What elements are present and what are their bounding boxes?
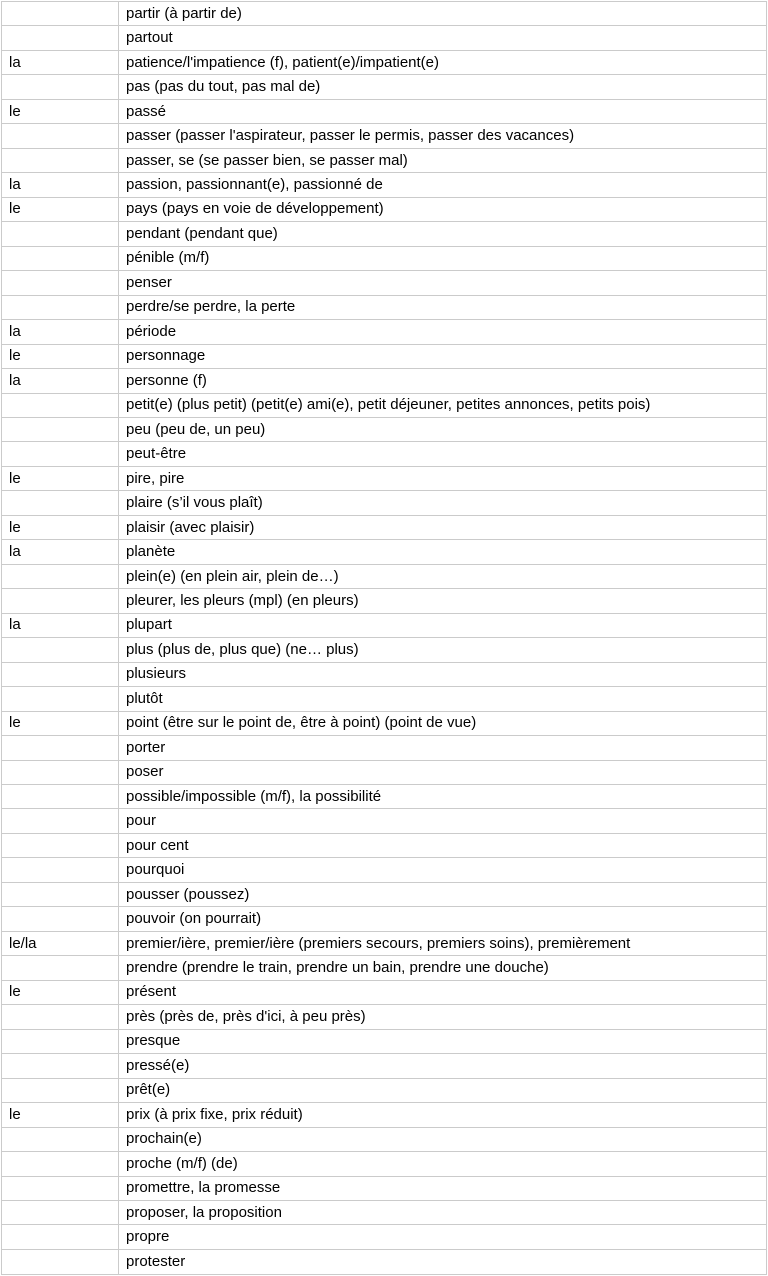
article-cell: la (2, 369, 119, 393)
term-cell: passer (passer l'aspirateur, passer le permis, passer des vacances) (119, 124, 767, 148)
article-cell: le (2, 980, 119, 1004)
article-cell (2, 1200, 119, 1224)
article-cell (2, 564, 119, 588)
table-row (2, 858, 767, 882)
table-row (2, 711, 767, 735)
article-cell: la (2, 613, 119, 637)
term-cell: penser (119, 271, 767, 295)
article-cell (2, 1029, 119, 1053)
table-row (2, 271, 767, 295)
article-cell (2, 785, 119, 809)
article-cell (2, 417, 119, 441)
term-cell: passer, se (se passer bien, se passer mal) (119, 148, 767, 172)
article-cell (2, 1225, 119, 1249)
term-cell: peut-être (119, 442, 767, 466)
table-row (2, 222, 767, 246)
table-row (2, 809, 767, 833)
article-cell (2, 638, 119, 662)
term-cell: partout (119, 26, 767, 50)
term-cell: plusieurs (119, 662, 767, 686)
table-row (2, 246, 767, 270)
term-cell: personnage (119, 344, 767, 368)
article-cell (2, 1054, 119, 1078)
term-cell: près (près de, près d'ici, à peu près) (119, 1005, 767, 1029)
article-cell: la (2, 50, 119, 74)
table-row (2, 931, 767, 955)
term-cell: pour (119, 809, 767, 833)
article-cell (2, 1249, 119, 1274)
term-cell: pendant (pendant que) (119, 222, 767, 246)
table-row (2, 295, 767, 319)
article-cell (2, 956, 119, 980)
term-cell: plupart (119, 613, 767, 637)
article-cell (2, 295, 119, 319)
table-row (2, 907, 767, 931)
term-cell: pire, pire (119, 466, 767, 490)
article-cell (2, 1078, 119, 1102)
table-row (2, 1078, 767, 1102)
article-cell (2, 907, 119, 931)
term-cell: presque (119, 1029, 767, 1053)
article-cell (2, 1176, 119, 1200)
article-cell (2, 491, 119, 515)
term-cell: pourquoi (119, 858, 767, 882)
term-cell: premier/ière, premier/ière (premiers secours, premiers soins), premièrement (119, 931, 767, 955)
article-cell (2, 246, 119, 270)
table-row (2, 1029, 767, 1053)
table-row (2, 638, 767, 662)
vocabulary-table-body (2, 2, 767, 1275)
term-cell: planète (119, 540, 767, 564)
term-cell: point (être sur le point de, être à point) (point de vue) (119, 711, 767, 735)
term-cell: proposer, la proposition (119, 1200, 767, 1224)
article-cell: le (2, 1103, 119, 1127)
term-cell: porter (119, 736, 767, 760)
article-cell (2, 662, 119, 686)
table-row (2, 785, 767, 809)
term-cell: plaisir (avec plaisir) (119, 515, 767, 539)
term-cell: petit(e) (plus petit) (petit(e) ami(e), petit déjeuner, petites annonces, petits pois) (119, 393, 767, 417)
table-row (2, 1200, 767, 1224)
article-cell: le (2, 515, 119, 539)
term-cell: passé (119, 99, 767, 123)
term-cell: protester (119, 1249, 767, 1274)
article-cell: le (2, 466, 119, 490)
table-row (2, 393, 767, 417)
table-row (2, 1103, 767, 1127)
table-row (2, 173, 767, 197)
term-cell: proche (m/f) (de) (119, 1152, 767, 1176)
term-cell: pleurer, les pleurs (mpl) (en pleurs) (119, 589, 767, 613)
term-cell: perdre/se perdre, la perte (119, 295, 767, 319)
article-cell (2, 148, 119, 172)
table-row (2, 466, 767, 490)
term-cell: pour cent (119, 833, 767, 857)
table-row (2, 491, 767, 515)
table-row (2, 1152, 767, 1176)
term-cell: prix (à prix fixe, prix réduit) (119, 1103, 767, 1127)
article-cell (2, 589, 119, 613)
term-cell: personne (f) (119, 369, 767, 393)
table-row (2, 1054, 767, 1078)
term-cell: patience/l'impatience (f), patient(e)/impatient(e) (119, 50, 767, 74)
table-row (2, 882, 767, 906)
article-cell (2, 1127, 119, 1151)
table-row (2, 417, 767, 441)
term-cell: plein(e) (en plein air, plein de…) (119, 564, 767, 588)
article-cell: le (2, 99, 119, 123)
term-cell: pénible (m/f) (119, 246, 767, 270)
table-row (2, 99, 767, 123)
article-cell (2, 809, 119, 833)
term-cell: prendre (prendre le train, prendre un bain, prendre une douche) (119, 956, 767, 980)
table-row (2, 613, 767, 637)
term-cell: possible/impossible (m/f), la possibilité (119, 785, 767, 809)
term-cell: prochain(e) (119, 1127, 767, 1151)
table-row (2, 442, 767, 466)
table-row (2, 1249, 767, 1274)
article-cell (2, 393, 119, 417)
article-cell: le (2, 711, 119, 735)
term-cell: présent (119, 980, 767, 1004)
table-row (2, 540, 767, 564)
term-cell: partir (à partir de) (119, 2, 767, 26)
table-row (2, 320, 767, 344)
article-cell: la (2, 320, 119, 344)
table-row (2, 1176, 767, 1200)
table-row (2, 1225, 767, 1249)
term-cell: plaire (s’il vous plaît) (119, 491, 767, 515)
vocabulary-table (1, 1, 767, 1275)
article-cell: le/la (2, 931, 119, 955)
table-row (2, 1005, 767, 1029)
table-row (2, 662, 767, 686)
article-cell (2, 882, 119, 906)
article-cell: la (2, 540, 119, 564)
term-cell: promettre, la promesse (119, 1176, 767, 1200)
table-row (2, 833, 767, 857)
table-row (2, 26, 767, 50)
article-cell (2, 687, 119, 711)
article-cell (2, 1152, 119, 1176)
term-cell: pousser (poussez) (119, 882, 767, 906)
table-row (2, 148, 767, 172)
article-cell (2, 736, 119, 760)
term-cell: période (119, 320, 767, 344)
table-row (2, 124, 767, 148)
term-cell: pays (pays en voie de développement) (119, 197, 767, 221)
article-cell (2, 124, 119, 148)
table-row (2, 197, 767, 221)
term-cell: plus (plus de, plus que) (ne… plus) (119, 638, 767, 662)
article-cell: la (2, 173, 119, 197)
article-cell (2, 858, 119, 882)
term-cell: poser (119, 760, 767, 784)
table-row (2, 515, 767, 539)
term-cell: pressé(e) (119, 1054, 767, 1078)
term-cell: propre (119, 1225, 767, 1249)
article-cell (2, 75, 119, 99)
table-row (2, 736, 767, 760)
table-row (2, 589, 767, 613)
article-cell (2, 222, 119, 246)
term-cell: pouvoir (on pourrait) (119, 907, 767, 931)
term-cell: prêt(e) (119, 1078, 767, 1102)
table-row (2, 369, 767, 393)
term-cell: pas (pas du tout, pas mal de) (119, 75, 767, 99)
article-cell (2, 760, 119, 784)
table-row (2, 564, 767, 588)
table-row (2, 980, 767, 1004)
table-row (2, 956, 767, 980)
article-cell (2, 833, 119, 857)
table-row (2, 1127, 767, 1151)
table-row (2, 2, 767, 26)
article-cell: le (2, 197, 119, 221)
term-cell: peu (peu de, un peu) (119, 417, 767, 441)
article-cell (2, 26, 119, 50)
table-row (2, 687, 767, 711)
article-cell (2, 442, 119, 466)
article-cell: le (2, 344, 119, 368)
article-cell (2, 271, 119, 295)
term-cell: passion, passionnant(e), passionné de (119, 173, 767, 197)
table-row (2, 344, 767, 368)
table-row (2, 50, 767, 74)
table-row (2, 760, 767, 784)
article-cell (2, 2, 119, 26)
term-cell: plutôt (119, 687, 767, 711)
article-cell (2, 1005, 119, 1029)
table-row (2, 75, 767, 99)
